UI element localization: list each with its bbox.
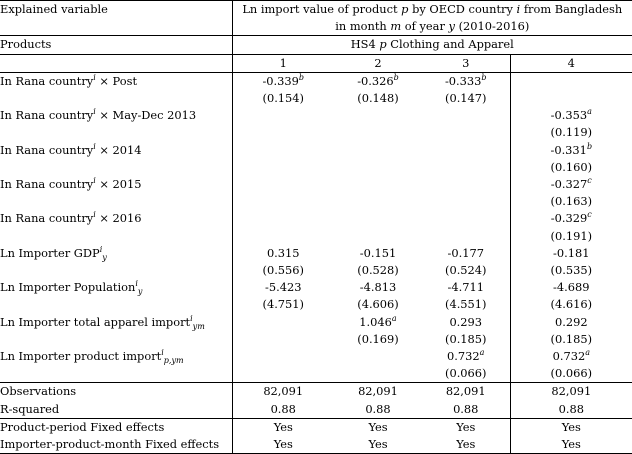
table-cell: -4.689 bbox=[553, 280, 590, 295]
table-row bbox=[0, 228, 632, 245]
explained-variable-label: Explained variable bbox=[0, 1, 232, 19]
table-cell: Yes bbox=[422, 418, 510, 436]
row-label-rana-2015: In Rana country$^i$ × 2015 bbox=[0, 176, 232, 193]
table-cell: (0.528) bbox=[357, 263, 399, 278]
table-cell: (0.185) bbox=[550, 331, 593, 346]
table-cell: 0.293 bbox=[422, 314, 510, 331]
table-row bbox=[0, 245, 632, 262]
table-cell: (0.066) bbox=[422, 365, 510, 383]
table-cell: 0.88 bbox=[422, 401, 510, 419]
table-cell: (0.147) bbox=[422, 90, 510, 107]
table-cell: 0.88 bbox=[365, 401, 391, 416]
table-row bbox=[0, 176, 632, 193]
row-label-rana-2014: In Rana country$^i$ × 2014 bbox=[0, 142, 232, 159]
table-cell: (4.751) bbox=[262, 297, 304, 312]
table-cell: -0.331$^b$ bbox=[550, 141, 593, 157]
stats-row-observations bbox=[0, 383, 632, 401]
table-row bbox=[0, 348, 632, 365]
table-cell: (0.119) bbox=[550, 125, 593, 140]
table-cell: -0.333$^b$ bbox=[422, 72, 510, 90]
table-row bbox=[0, 331, 632, 348]
table-cell: (4.606) bbox=[357, 297, 399, 312]
table-row bbox=[0, 159, 632, 176]
explained-variable-description-line-2: in month m of year y (2010-2016) bbox=[335, 19, 530, 34]
table-cell: (4.551) bbox=[422, 296, 510, 313]
products-description: HS4 p Clothing and Apparel bbox=[232, 36, 632, 54]
table-cell: (0.160) bbox=[550, 159, 593, 174]
stats-label: R-squared bbox=[0, 401, 232, 419]
column-number-row bbox=[0, 54, 632, 72]
table-cell: -4.813 bbox=[359, 280, 397, 295]
table-cell: (0.163) bbox=[550, 194, 593, 209]
row-label-total-apparel-import: Ln Importer total apparel import$^i_{ym}$ bbox=[0, 314, 232, 331]
column-header-4: 4 bbox=[510, 54, 632, 72]
table-row bbox=[0, 72, 632, 90]
table-cell: -0.327$^c$ bbox=[550, 176, 592, 192]
table-cell: 82,091 bbox=[334, 383, 422, 401]
table-row bbox=[0, 296, 632, 313]
table-cell: -0.177 bbox=[422, 245, 510, 262]
header-row-products bbox=[0, 36, 632, 54]
table-cell: 0.315 bbox=[266, 245, 300, 260]
table-cell: (0.535) bbox=[550, 263, 593, 278]
column-header-2: 2 bbox=[334, 54, 422, 72]
table-row bbox=[0, 142, 632, 159]
table-cell: -0.339$^b$ bbox=[262, 72, 305, 88]
column-header-3: 3 bbox=[422, 54, 510, 72]
table-cell: Yes bbox=[422, 436, 510, 454]
table-row bbox=[0, 279, 632, 296]
table-row bbox=[0, 210, 632, 227]
stats-row-product-period-fe bbox=[0, 418, 632, 436]
table-row bbox=[0, 124, 632, 141]
table-cell bbox=[510, 72, 632, 90]
table-cell: 0.88 bbox=[558, 401, 584, 416]
table-cell: -0.353$^a$ bbox=[550, 107, 592, 123]
products-label: Products bbox=[0, 36, 232, 54]
stats-label: Observations bbox=[0, 383, 232, 401]
table-cell: -5.423 bbox=[265, 280, 302, 295]
table-row bbox=[0, 365, 632, 383]
table-cell: -0.151 bbox=[359, 245, 397, 260]
column-header-1: 1 bbox=[232, 54, 334, 72]
table-cell: Yes bbox=[334, 436, 422, 454]
table-cell: 0.732$^a$ bbox=[552, 348, 590, 364]
explained-variable-description-line-1: Ln import value of product p by OECD country i from Bangladesh bbox=[232, 1, 632, 19]
table-cell: 0.732$^a$ bbox=[422, 348, 510, 365]
table-cell: (0.524) bbox=[422, 262, 510, 279]
table-cell: Yes bbox=[232, 418, 334, 436]
row-label-product-import: Ln Importer product import$^i_{p,ym}$ bbox=[0, 348, 232, 365]
table-cell bbox=[510, 90, 632, 107]
table-cell: (0.154) bbox=[262, 91, 304, 106]
table-cell: 82,091 bbox=[510, 383, 632, 401]
table-cell: -0.329$^c$ bbox=[550, 210, 592, 226]
row-label-importer-population: Ln Importer Population$^i_y$ bbox=[0, 279, 232, 296]
table-cell: Yes bbox=[510, 418, 632, 436]
table-cell: (0.169) bbox=[357, 331, 399, 346]
table-cell: 1.046$^a$ bbox=[359, 313, 397, 329]
table-cell: Yes bbox=[510, 436, 632, 454]
table-cell: (0.185) bbox=[422, 331, 510, 348]
row-label-rana-post: In Rana country$^i$ × Post bbox=[0, 72, 232, 90]
row-label-importer-gdp: Ln Importer $GDP^i_y$ bbox=[0, 245, 232, 262]
stats-label: Importer-product-month Fixed effects bbox=[0, 436, 232, 454]
table-row bbox=[0, 90, 632, 107]
stats-row-importer-product-month-fe bbox=[0, 436, 632, 454]
header-row-explained bbox=[0, 1, 632, 19]
table-cell: (0.556) bbox=[262, 263, 304, 278]
table-cell: (4.616) bbox=[550, 297, 593, 312]
table-cell: Yes bbox=[334, 418, 422, 436]
row-label-rana-may-dec-2013: In Rana country$^i$ × May-Dec 2013 bbox=[0, 107, 232, 124]
table-cell: (0.191) bbox=[550, 228, 593, 243]
table-cell: 0.292 bbox=[554, 314, 588, 329]
header-row-explained-2 bbox=[0, 18, 632, 36]
table-cell: 82,091 bbox=[422, 383, 510, 401]
table-cell: 0.88 bbox=[270, 401, 296, 416]
table-row bbox=[0, 314, 632, 331]
stats-row-r-squared bbox=[0, 401, 632, 419]
stats-label: Product-period Fixed effects bbox=[0, 418, 232, 436]
table-cell: (0.066) bbox=[550, 366, 593, 381]
table-cell: -0.326$^b$ bbox=[357, 72, 399, 88]
table-row bbox=[0, 262, 632, 279]
table-row bbox=[0, 193, 632, 210]
table-cell: Yes bbox=[232, 436, 334, 454]
table-cell: -4.711 bbox=[422, 279, 510, 296]
table-cell: -0.181 bbox=[553, 245, 590, 260]
table-row bbox=[0, 107, 632, 124]
table-cell: (0.148) bbox=[357, 91, 399, 106]
table-cell: 82,091 bbox=[232, 383, 334, 401]
row-label-rana-2016: In Rana country$^i$ × 2016 bbox=[0, 210, 232, 227]
